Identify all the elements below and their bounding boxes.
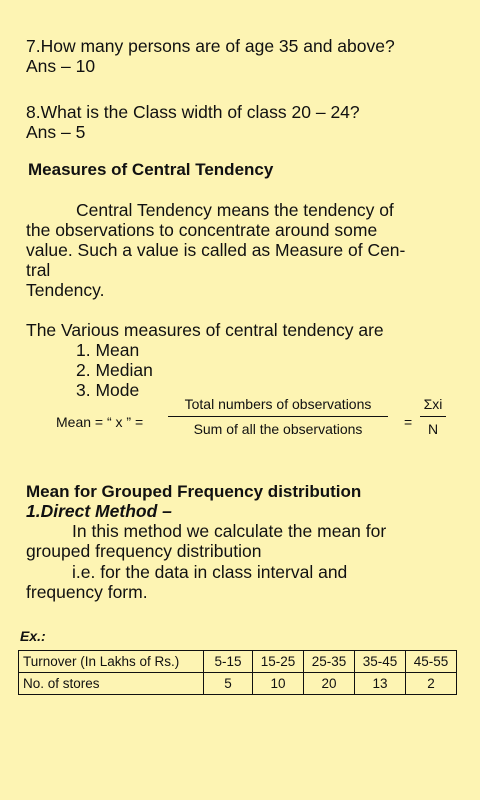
central-para-line-2: the observations to concentrate around some	[26, 220, 378, 240]
table-cell: 35-45	[355, 651, 406, 673]
formula-denominator-2: N	[427, 421, 439, 437]
grouped-line-2: grouped frequency distribution	[26, 541, 262, 561]
formula-lhs: Mean = “ x ” =	[56, 414, 144, 430]
question-8: 8.What is the Class width of class 20 – 24?	[26, 102, 360, 122]
formula-fraction-2	[420, 396, 446, 437]
central-para-line-1: Central Tendency means the tendency of	[76, 200, 394, 220]
grouped-line-3: i.e. for the data in class interval and	[72, 562, 348, 582]
question-7: 7.How many persons are of age 35 and above?	[26, 36, 395, 56]
central-para-line-5: Tendency.	[26, 280, 105, 300]
table-cell: 2	[406, 673, 457, 695]
formula-numerator-2: Σxi	[423, 396, 443, 412]
formula-numerator: Total numbers of observations	[184, 396, 372, 412]
central-para-line-4: tral	[26, 260, 51, 280]
measure-item-mode: 3. Mode	[76, 380, 140, 400]
table-cell: 13	[355, 673, 406, 695]
table-cell: 25-35	[304, 651, 355, 673]
table-cell: 15-25	[253, 651, 304, 673]
example-table	[18, 650, 457, 695]
table-cell: 10	[253, 673, 304, 695]
answer-8: Ans – 5	[26, 122, 86, 142]
table-cell: 5	[204, 673, 253, 695]
measure-item-mean: 1. Mean	[76, 340, 140, 360]
formula-fraction	[168, 396, 388, 437]
table-cell: 5-15	[204, 651, 253, 673]
grouped-heading: Mean for Grouped Frequency distribution	[26, 482, 362, 501]
central-tendency-heading: Measures of Central Tendency	[28, 160, 274, 179]
table-row	[19, 651, 457, 673]
formula-equals: =	[404, 414, 413, 430]
measure-item-median: 2. Median	[76, 360, 153, 380]
direct-method-subheading: 1.Direct Method –	[26, 501, 172, 521]
fraction-bar	[168, 416, 388, 417]
central-para-line-3: value. Such a value is called as Measure of Cen-	[26, 240, 406, 260]
example-label: Ex.:	[20, 628, 46, 644]
measures-intro: The Various measures of central tendency are	[26, 320, 384, 340]
answer-7: Ans – 10	[26, 56, 96, 76]
grouped-line-4: frequency form.	[26, 582, 148, 602]
formula-denominator: Sum of all the observations	[193, 421, 363, 437]
grouped-line-1: In this method we calculate the mean for	[72, 521, 387, 541]
table-cell: 20	[304, 673, 355, 695]
table-cell: Turnover (In Lakhs of Rs.)	[19, 651, 204, 673]
fraction-bar-2	[420, 416, 446, 417]
table-cell: No. of stores	[19, 673, 204, 695]
table-cell: 45-55	[406, 651, 457, 673]
table-row	[19, 673, 457, 695]
